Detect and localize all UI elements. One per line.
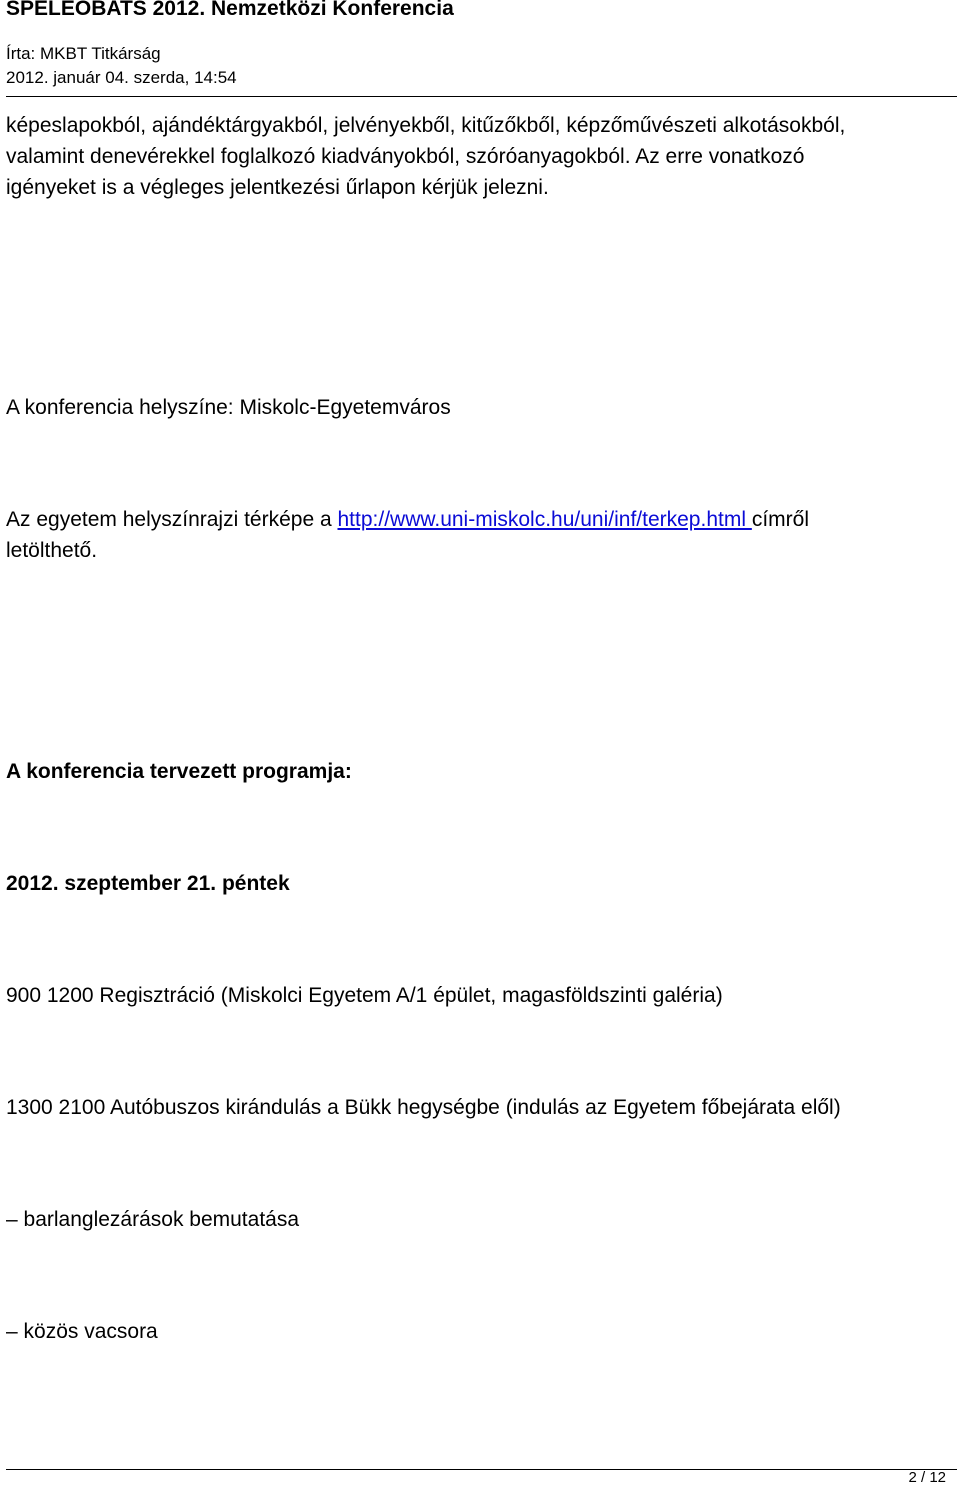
header-divider [6, 96, 957, 97]
intro-line-3: igényeket is a végleges jelentkezési űrlapon kérjük jelezni. [6, 176, 549, 199]
map-link[interactable]: http://www.uni-miskolc.hu/uni/inf/terkep.html [337, 508, 752, 531]
map-suffix-text: címről [751, 508, 810, 531]
map-line-2: letölthető. [6, 539, 98, 562]
intro-line-1: képeslapokból, ajándéktárgyakból, jelvényekből, kitűzőkből, képzőművészeti alkotásokból, [6, 114, 846, 137]
program-item-dinner: – közös vacsora [6, 1320, 158, 1343]
day-heading: 2012. szeptember 21. péntek [6, 872, 290, 895]
intro-paragraph [6, 110, 936, 203]
program-item-excursion: 1300 2100 Autóbuszos kirándulás a Bükk hegységbe (indulás az Egyetem főbejárata elől) [6, 1096, 841, 1119]
program-item-registration: 900 1200 Regisztráció (Miskolci Egyetem A/1 épület, magasföldszinti galéria) [6, 984, 723, 1007]
date-line: 2012. január 04. szerda, 14:54 [6, 68, 237, 87]
footer-divider [6, 1469, 957, 1470]
intro-line-2: valamint denevérekkel foglalkozó kiadványokból, szóróanyagokból. Az erre vonatkozó [6, 145, 805, 168]
program-heading: A konferencia tervezett programja: [6, 760, 352, 783]
document-title: SPELEOBATS 2012. Nemzetközi Konferencia [6, 0, 454, 20]
map-line-1 [6, 504, 936, 535]
venue-paragraph: A konferencia helyszíne: Miskolc-Egyetemváros [6, 396, 451, 419]
author-line: Írta: MKBT Titkárság [6, 44, 161, 63]
program-item-cave-closures: – barlanglezárások bemutatása [6, 1208, 300, 1231]
map-paragraph [6, 504, 936, 566]
map-prefix-text: Az egyetem helyszínrajzi térképe a [6, 508, 338, 531]
page-number: 2 / 12 [908, 1469, 946, 1486]
